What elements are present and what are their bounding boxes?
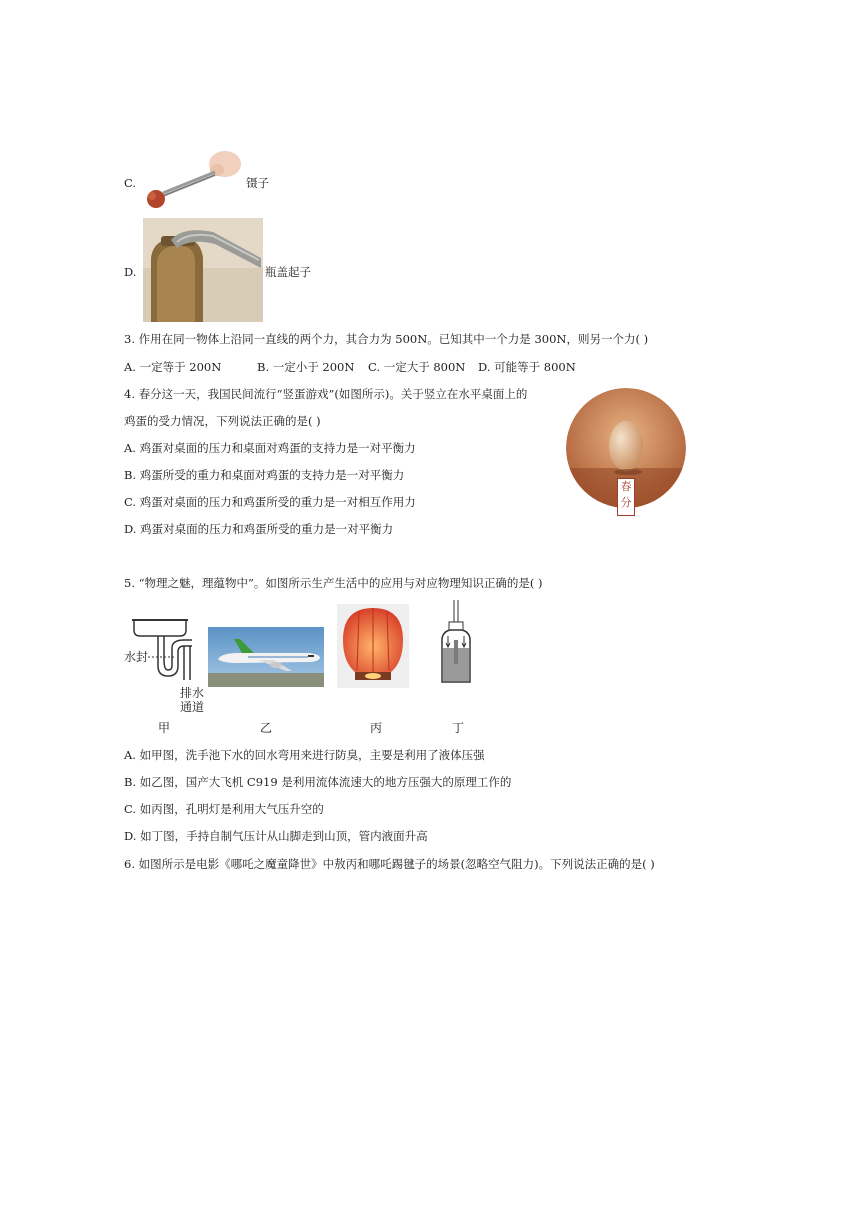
q4-option-c: C. 鸡蛋对桌面的压力和鸡蛋所受的重力是一对相互作用力 [124, 495, 416, 509]
q3-option-d: D. 可能等于 800N [478, 360, 576, 374]
q5-option-a: A. 如甲图，洗手池下水的回水弯用来进行防臭，主要是利用了液体压强 [124, 748, 485, 762]
q5-option-b: B. 如乙图，国产大飞机 C919 是利用流体流速大的地方压强大的原理工作的 [124, 775, 512, 789]
q5-option-d: D. 如丁图，手持自制气压计从山脚走到山顶，管内液面升高 [124, 829, 428, 843]
tweezers-image [143, 150, 243, 212]
option-d-prefix: D. [124, 265, 137, 279]
caption-jia: 甲 [158, 721, 171, 735]
q5-option-c: C. 如丙图，孔明灯是利用大气压升空的 [124, 802, 324, 816]
barometer-bottle-diagram [436, 600, 476, 684]
drain-label-1: 排水 [180, 686, 205, 700]
seal-text: 春分 [620, 480, 632, 509]
q4-stem-line1: 4. 春分这一天，我国民间流行“竖蛋游戏”(如图所示)。关于竖立在水平桌面上的 [124, 387, 528, 401]
q4-option-d: D. 鸡蛋对桌面的压力和鸡蛋所受的重力是一对平衡力 [124, 522, 394, 536]
tweezers-label: 镊子 [246, 176, 269, 190]
q3-option-b: B. 一定小于 200N [257, 360, 355, 374]
option-c-prefix: C. [124, 176, 137, 190]
q6-stem: 6. 如图所示是电影《哪吒之魔童降世》中敖丙和哪吒踢毽子的场景(忽略空气阻力)。下列说法正确的是( ) [124, 857, 655, 871]
airplane-c919-image [208, 627, 324, 687]
q3-stem: 3. 作用在同一物体上沿同一直线的两个力，其合力为 500N。已知其中一个力是 300N，则另一个力( ) [124, 332, 649, 346]
q3-option-a: A. 一定等于 200N [124, 360, 222, 374]
bottle-opener-image [143, 218, 263, 322]
caption-bing: 丙 [370, 721, 383, 735]
q4-option-b: B. 鸡蛋所受的重力和桌面对鸡蛋的支持力是一对平衡力 [124, 468, 405, 482]
q4-option-a: A. 鸡蛋对桌面的压力和桌面对鸡蛋的支持力是一对平衡力 [124, 441, 416, 455]
q4-stem-line2: 鸡蛋的受力情况，下列说法正确的是( ) [124, 414, 321, 428]
water-seal-label: 水封 [124, 650, 149, 664]
bottle-opener-label: 瓶盖起子 [265, 265, 311, 279]
kongming-lantern-image [337, 604, 409, 688]
q5-stem: 5. “物理之魅，理蕴物中”。如图所示生产生活中的应用与对应物理知识正确的是( ) [124, 576, 543, 590]
drain-label-2: 通道 [180, 700, 205, 714]
seal-stamp [617, 478, 635, 516]
caption-ding: 丁 [452, 721, 465, 735]
caption-yi: 乙 [260, 721, 273, 735]
q3-option-c: C. 一定大于 800N [368, 360, 466, 374]
